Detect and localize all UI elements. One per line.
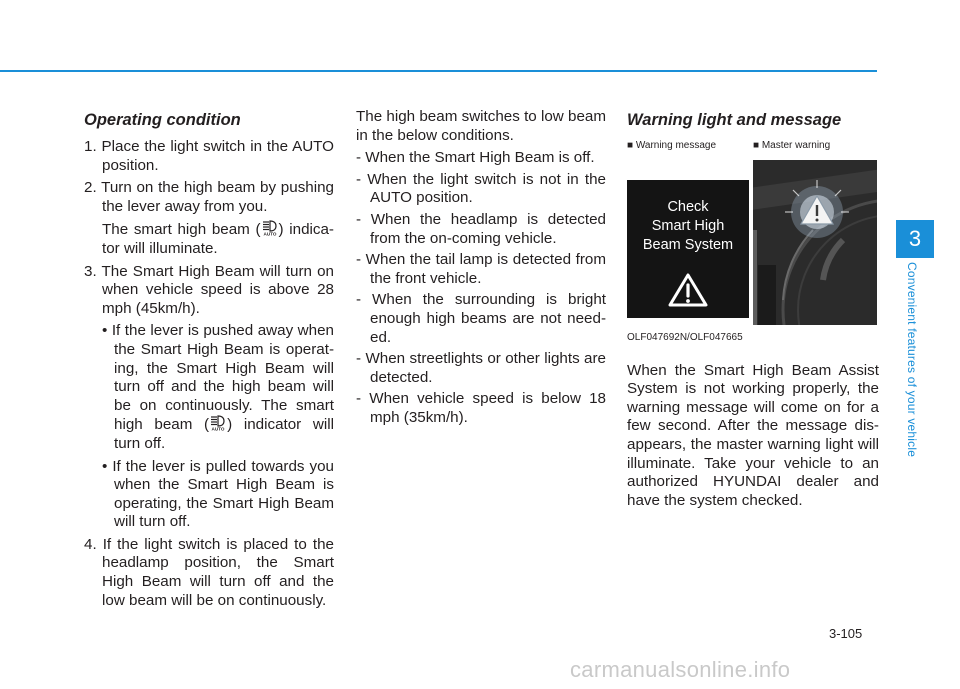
step-4: 4. If the light switch is placed to the headlamp position, the Smart High Beam will turn off and the low beam will be on continuously. (84, 535, 334, 609)
condition-item: - When streetlights or other lights are detected. (356, 350, 606, 386)
auto-icon-label: AUTO (263, 231, 276, 237)
page-number: 3-105 (829, 626, 863, 641)
step-2-indicator-note: The smart high beam ( AUTO ) indica-tor will illuminate. (102, 221, 334, 257)
step-1: 1. Place the light switch in the AUTO position. (84, 138, 334, 174)
warning-figure (627, 160, 879, 325)
master-warning-display (753, 160, 877, 325)
smart-high-beam-icon (209, 415, 227, 431)
label-warning-message: ■ Warning message (627, 140, 717, 151)
watermark: carmanualsonline.info (570, 657, 791, 682)
top-rule (0, 70, 877, 72)
condition-item: - When the surrounding is bright enough high beams are not need-ed. (356, 291, 606, 346)
figure-labels (627, 138, 879, 160)
chapter-title-vertical: Convenient features of your vehicle (905, 262, 919, 458)
heading-operating-condition: Operating condition (84, 111, 241, 129)
condition-item: - When the light switch is not in the AUTO position. (356, 170, 606, 207)
warning-message-text: Check Smart High Beam System (642, 199, 734, 253)
condition-item: - When the tail lamp is detected from the front vehicle. (356, 251, 606, 287)
warning-body-text: When the Smart High Beam Assist System is not working properly, the warning message will come on for a few second. After the message dis-appears, the master warning light will illuminate. Take your vehicle to an authorized HYUNDAI dealer and have the system checked. (627, 361, 879, 509)
label-master-warning: ■ Master warning (753, 140, 831, 151)
column-operating-condition (84, 108, 334, 614)
column-low-beam-conditions (356, 108, 606, 431)
figure-code: OLF047692N/OLF047665 (627, 332, 743, 343)
condition-item: - When vehicle speed is below 18 mph (35km/h). (356, 390, 606, 426)
cluster-gauge-graphic (753, 160, 877, 325)
low-beam-intro: The high beam switches to low beam in the below conditions. (356, 108, 606, 144)
warning-message-display (627, 180, 749, 318)
step-3: 3. The Smart High Beam will turn on when vehicle speed is above 28 mph (45km/h). (84, 262, 334, 317)
smart-high-beam-icon (261, 220, 279, 236)
condition-item: - When the headlamp is detected from the on-coming vehicle. (356, 210, 606, 247)
bullet-lever-pushed: • If the lever is pushed away when the Smart High Beam is operat-ing, the Smart High Beam will turn off and the high beam will be on continuously. The smart high beam ( AUTO ) indicator will turn off. (102, 322, 335, 452)
bullet-lever-pulled: • If the lever is pulled towards you when the Smart High Beam is operating, the Smart High Beam will turn off. (102, 457, 334, 531)
column-warning-light (627, 108, 879, 514)
heading-warning-light: Warning light and message (627, 111, 842, 129)
step-2: 2. Turn on the high beam by pushing the lever away from you. (84, 179, 334, 215)
condition-item: - When the Smart High Beam is off. (356, 149, 595, 167)
warning-triangle-icon (667, 272, 709, 308)
chapter-tab: 3 (896, 220, 934, 258)
auto-icon-label: AUTO (211, 426, 225, 432)
